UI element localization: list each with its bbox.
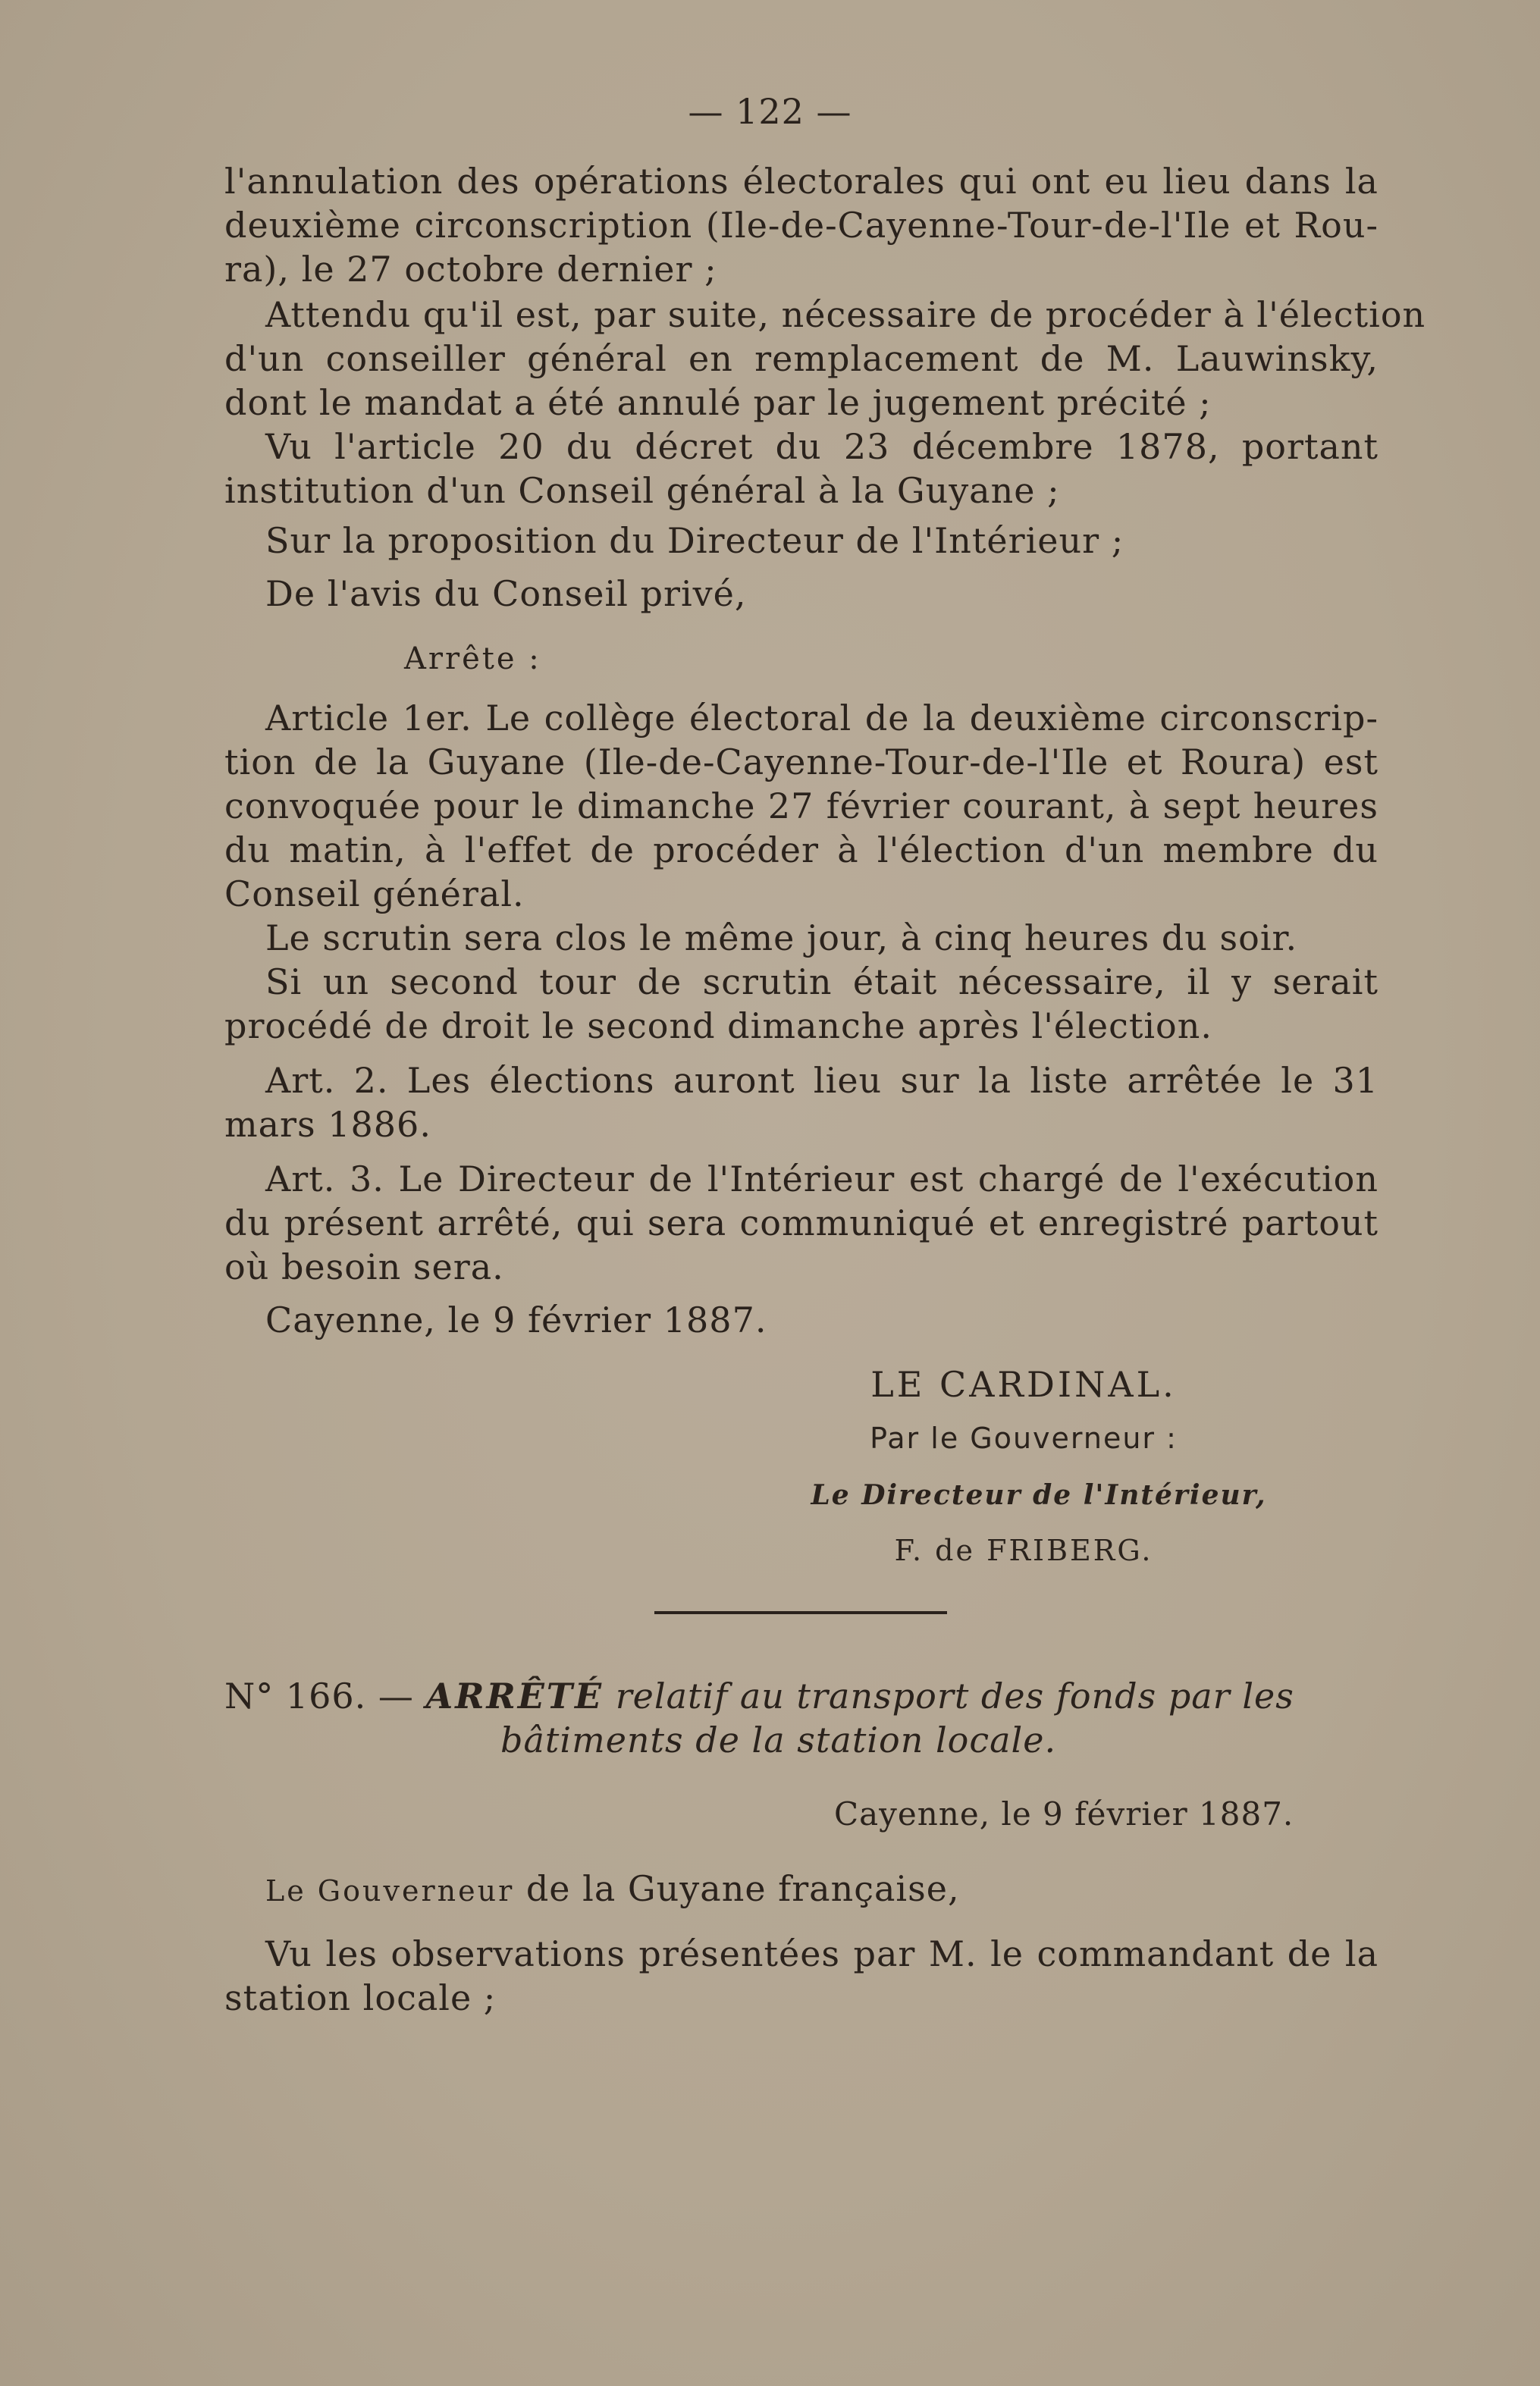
decree-number: N° 166. — xyxy=(224,1676,414,1717)
signature-director: F. de FRIBERG. xyxy=(894,1534,1153,1567)
article-line: Cayenne, le 9 février 1887. xyxy=(265,1300,767,1340)
signature-by-line: Par le Gouverneur : xyxy=(870,1422,1178,1455)
text-line: Attendu qu'il est, par suite, nécessaire de procéder à l'élection xyxy=(265,294,1426,335)
article-line: du matin, à l'effet de procéder à l'élection d'un membre du xyxy=(224,829,1378,870)
article-line: du présent arrêté, qui sera communiqué et enregistré partout xyxy=(224,1202,1378,1243)
text-line: Sur la proposition du Directeur de l'Intérieur ; xyxy=(265,520,1124,561)
article-line: mars 1886. xyxy=(224,1104,431,1145)
decree-heading: Arrête : xyxy=(404,641,541,676)
article-line: Article 1er. Le collège électoral de la deuxième circonscrip- xyxy=(265,698,1378,738)
next-decree-title-line-1 xyxy=(224,1674,1378,1718)
text-line: l'annulation des opérations électorales qui ont eu lieu dans la xyxy=(224,161,1378,202)
text-line: ra), le 27 octobre dernier ; xyxy=(224,249,717,290)
observations-line: station locale ; xyxy=(224,1977,497,2018)
decree-title-text: relatif au transport des fonds par les xyxy=(615,1676,1294,1717)
article-line: convoquée pour le dimanche 27 février courant, à sept heures xyxy=(224,785,1378,826)
page-number: — 122 — xyxy=(688,91,852,132)
decree-date: Cayenne, le 9 février 1887. xyxy=(834,1795,1294,1833)
article-line: Conseil général. xyxy=(224,873,525,914)
governor-line xyxy=(265,1867,1419,1913)
text-line: dont le mandat a été annulé par le jugement précité ; xyxy=(224,382,1212,423)
article-line: Art. 2. Les élections auront lieu sur la liste arrêtée le 31 xyxy=(265,1060,1378,1101)
signature-name: LE CARDINAL. xyxy=(870,1364,1177,1405)
article-line: Si un second tour de scrutin était nécessaire, il y serait xyxy=(265,961,1378,1002)
text-line: deuxième circonscription (Ile-de-Cayenne-Tour-de-l'Ile et Rou- xyxy=(224,205,1378,246)
governor-rest: de la Guyane française, xyxy=(525,1868,960,1909)
signature-title: Le Directeur de l'Intérieur, xyxy=(811,1479,1267,1511)
article-line: où besoin sera. xyxy=(224,1246,504,1287)
text-line: Vu l'article 20 du décret du 23 décembre 1878, portant xyxy=(265,426,1378,467)
governor-lead: Le Gouverneur xyxy=(265,1874,515,1908)
article-line: Le scrutin sera clos le même jour, à cinq heures du soir. xyxy=(265,917,1298,958)
decree-title-word: ARRÊTÉ xyxy=(425,1676,604,1717)
article-line: Art. 3. Le Directeur de l'Intérieur est chargé de l'exécution xyxy=(265,1159,1378,1199)
article-line: tion de la Guyane (Ile-de-Cayenne-Tour-de-l'Ile et Roura) est xyxy=(224,742,1378,782)
decree-title-text-2: bâtiments de la station locale. xyxy=(500,1720,1057,1760)
text-line: institution d'un Conseil général à la Guyane ; xyxy=(224,470,1060,511)
section-divider xyxy=(654,1611,947,1614)
observations-line: Vu les observations présentées par M. le commandant de la xyxy=(265,1933,1378,1974)
text-line: d'un conseiller général en remplacement de M. Lauwinsky, xyxy=(224,338,1378,379)
text-line: De l'avis du Conseil privé, xyxy=(265,573,747,614)
article-line: procédé de droit le second dimanche après l'élection. xyxy=(224,1005,1212,1046)
